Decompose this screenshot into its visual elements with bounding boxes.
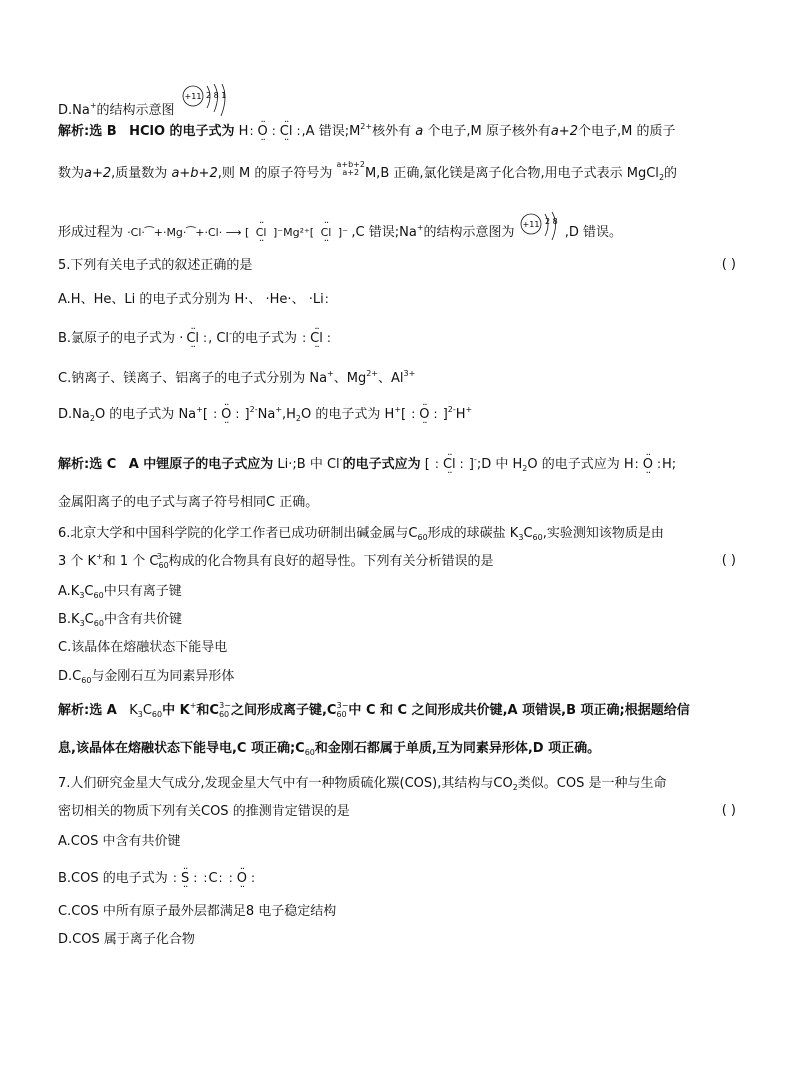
atom-structure-diagram	[181, 84, 237, 120]
explanation-label: 解析	[58, 703, 85, 718]
electron-formula-cos: :·· S ·· : :C: :·· O ·· :	[172, 871, 256, 886]
q7-option-a	[58, 833, 181, 851]
option-text: B.氯原子的电子式为	[58, 331, 176, 346]
mass-number: a+b+2	[336, 160, 365, 169]
text: ,D 错误。	[564, 225, 622, 240]
text: 中 K	[162, 703, 190, 718]
question-stem: 密切相关的物质下列有关COS 的推测肯定错误的是	[58, 804, 350, 819]
variable: a+2	[84, 166, 112, 181]
option-text: ,H	[282, 407, 296, 422]
q7-option-b	[58, 869, 256, 888]
q6-option-d	[58, 668, 234, 686]
answer-choice: :选 A	[84, 703, 117, 718]
text: 的结构示意图为	[423, 225, 515, 240]
electron-formula-cl: ··· Cl ·· :	[179, 331, 208, 346]
question-stem: 类似。COS 是一种与生命	[517, 776, 667, 791]
option-text: 的结构示意图	[96, 103, 175, 118]
q5-option-b: B.氯原子的电子式为 ··· Cl ·· :, Cl-的电子式为 :·· Cl ·· :	[58, 329, 332, 348]
question-stem: 和 1 个 C	[102, 554, 159, 569]
explanation-label: 解析	[58, 124, 85, 139]
subscript: 3	[79, 591, 85, 600]
answer-choice: :选 C	[84, 457, 117, 472]
option-text: Na	[257, 407, 276, 422]
electron-formula-cl-ion: :·· Cl ·· :	[301, 331, 332, 346]
q6-option-c	[58, 639, 227, 657]
option-text: D.Na	[58, 103, 90, 118]
subscript: 3	[518, 533, 524, 542]
q5-explanation-line1: 解析:选 C A 中锂原子的电子式应为 Li·;B 中 Cl-的电子式应为 [ :·· Cl ·· : ]-;D 中 $H_2O$ 的电子式应为 H:·· O ·· :H;	[58, 455, 676, 474]
nucleus-label: +11	[522, 220, 540, 229]
q5-option-a	[58, 290, 330, 309]
option-text: A.K	[58, 584, 80, 599]
q4-explanation-line2: 数为a+2,质量数为 a+b+2,则 M 的原子符号为 a+b+2 a+2 M,B 正确,氯化镁是离子化合物,用电子式表示 MgCl$_2$的	[58, 160, 678, 182]
option-text: O 的电子式为	[301, 407, 381, 422]
q6-stem-line2	[58, 553, 494, 571]
option-text: D.Na	[58, 407, 90, 422]
subscript: 3	[79, 619, 85, 628]
variable: a	[415, 124, 424, 139]
option-text: 的电子式为	[231, 331, 297, 346]
text: 息,该晶体在熔融状态下能导电,C 项正确;C	[58, 741, 305, 756]
question-stem: 3 个 K	[58, 554, 97, 569]
nucleus-label: +11	[184, 92, 202, 101]
answer-blank[interactable]: ( )	[721, 553, 736, 568]
text: 和金刚石都属于单质,互为同素异形体,D 项正确。	[314, 741, 601, 756]
q4-option-d	[58, 84, 237, 120]
electron-formula-hclo: H:·· O ·· :·· Cl ·· :	[239, 124, 302, 139]
text: 数为	[58, 166, 85, 181]
question-stem: 6.北京大学和中国科学院的化学工作者已成功研制出碱金属与C	[58, 526, 418, 541]
question-stem: 5.下列有关电子式的叙述正确的是	[58, 258, 253, 273]
option-text: 、Al	[378, 371, 404, 386]
text: HClO 的电子式为	[129, 124, 235, 139]
subscript: 60	[93, 619, 104, 628]
option-text: 与金刚石互为同素异形体	[91, 669, 235, 684]
q4-explanation-line1	[58, 122, 675, 141]
text: 形成过程为	[58, 225, 124, 240]
option-text: 中只有离子键	[103, 584, 182, 599]
text: 和C	[196, 703, 219, 718]
subscript: 60	[81, 676, 92, 685]
subscript: 60	[158, 561, 169, 570]
text: 个电子,M 的质子	[577, 124, 676, 139]
q5-stem	[58, 257, 252, 275]
q6-option-a: $A.K_3C_{60}$中只有离子键	[58, 584, 182, 600]
text: A 中锂原子的电子式应为	[128, 457, 274, 472]
question-stem: 构成的化合物具有良好的超导性。下列有关分析错误的是	[168, 554, 494, 569]
shell-electrons: 2 8 1	[205, 91, 227, 100]
option-text: C.钠离子、镁离子、铝离子的电子式分别为 Na	[58, 371, 328, 386]
subscript: 60	[93, 591, 104, 600]
explanation-label: 解析	[58, 457, 85, 472]
option-text: , Cl	[208, 331, 230, 346]
atomic-number: a+2	[342, 168, 360, 177]
text: 中 C 和 C 之间形成共价键,A 项错误,B 项正确;根据题给信	[348, 703, 690, 718]
option-text: 中含有共价键	[103, 612, 182, 627]
text: 的	[664, 166, 678, 181]
charge-sup: +	[89, 101, 97, 110]
text: 的电子式应为	[342, 457, 421, 472]
answer-choice: :选 B	[84, 124, 117, 139]
option-text: D.C	[58, 669, 82, 684]
variable: a+b+2	[171, 166, 218, 181]
text: ,C 错误;Na	[351, 225, 417, 240]
q7-option-c	[58, 903, 336, 921]
text: 之间形成离子键,C	[230, 703, 337, 718]
q5-explanation-line2	[58, 494, 318, 512]
text: 个电子,M 原子核外有	[427, 124, 551, 139]
charge-sup: +	[96, 552, 103, 561]
q6-explanation-line1: 解析:选 A $K_3C_{60}$中 K+和$C_{60}^{3-}$之间形成离子键$,C_{60}^{3-}$中 C 和 C 之间形成共价键,A 项错误,B 项正确;根据题给信	[58, 701, 690, 719]
answer-blank[interactable]: ( )	[721, 803, 736, 818]
variable: a+2	[550, 124, 578, 139]
subscript: 60	[532, 533, 543, 542]
nuclide-numbers	[336, 161, 364, 177]
q6-stem-line1	[58, 525, 664, 543]
text: 金属阳离子的电子式与离子符号相同C 正确。	[58, 495, 319, 510]
option-text: A.COS 中含有共价键	[58, 834, 181, 849]
text: 核外有	[372, 124, 412, 139]
text: ;D 中 H	[476, 457, 523, 472]
option-text: 、Mg	[333, 371, 367, 386]
text: M,B 正确,氯化镁是离子化合物,用电子式表示 MgCl	[364, 166, 659, 181]
answer-blank[interactable]: ( )	[721, 257, 736, 272]
q5-option-c: C.钠离子、镁离子、铝离子的电子式分别为 Na+、$Mg^{2+}$、$Al^{3+}$	[58, 369, 416, 386]
q7-stem-line2	[58, 803, 350, 821]
option-text: D.COS 属于离子化合物	[58, 932, 195, 947]
option-text: B.K	[58, 612, 80, 627]
option-text: C.COS 中所有原子最外层都满足8 电子稳定结构	[58, 904, 337, 919]
option-text: A.H、He、Li 的电子式分别为	[58, 292, 231, 307]
q7-stem-line1: 7.人们研究金星大气成分,发现金星大气中有一种物质硫化羰(COS),其结构与$CO_2$类似。COS 是一种与生命	[58, 776, 667, 792]
mgcl2-formation-process: ·Cl·⁀+·Mg·⁀+·Cl· ⟶ [ ·· Cl ·· ]⁻Mg²⁺[ ·· Cl ·· ]⁻	[127, 226, 351, 239]
shell-electrons: 2 8	[544, 217, 558, 226]
question-stem: C	[523, 526, 533, 541]
q5-option-d: $D.Na_2O$ 的电子式为 Na+[ :·· O ·· : ]$^{2-}Na^+,H_2O$ 的电子式为 H+[ :·· O ·· : ]$^{2-}$H+	[58, 405, 472, 424]
electron-formulas-h-he-li: H·、 ·He·、 ·Li:	[234, 292, 329, 307]
question-stem: ,实验测知该物质是由	[542, 526, 664, 541]
text: ,A 错误;M	[301, 124, 361, 139]
option-text: C.该晶体在熔融状态下能导电	[58, 640, 228, 655]
text: K	[129, 703, 138, 718]
q6-option-b: $B.K_3C_{60}$中含有共价键	[58, 612, 182, 628]
option-text: B.COS 的电子式为	[58, 871, 168, 886]
charge-sup: 3−	[156, 552, 169, 561]
text: O 的电子式应为	[527, 457, 620, 472]
text: Li·;B 中 Cl	[277, 457, 340, 472]
charge-sup: 2+	[360, 122, 373, 131]
q6-explanation-line2: 息,该晶体在熔融状态下能导电,C 项正确$;C_{60}$和金刚石都属于单质,互为同素异形体,D 项正确。	[58, 741, 601, 757]
question-stem: 7.人们研究金星大气成分,发现金星大气中有一种物质硫化羰(COS),其结构与CO	[58, 776, 513, 791]
question-stem: 形成的球碳盐 K	[427, 526, 519, 541]
atom-structure-diagram-na-ion	[519, 210, 565, 246]
option-text: O 的电子式为	[94, 407, 175, 422]
q7-option-d	[58, 931, 195, 949]
q4-explanation-line3: 形成过程为 ·Cl·⁀+·Mg·⁀+·Cl· ⟶ [ ·· Cl ·· ]⁻Mg²⁺[ ·· Cl ·· ]⁻ ,C 错误;Na+的结构示意图为 +11 2 8 ,D 错误。	[58, 210, 622, 246]
text: ,则 M 的原子符号为	[217, 166, 333, 181]
subscript: 60	[417, 533, 428, 542]
text: ,质量数为	[111, 166, 168, 181]
